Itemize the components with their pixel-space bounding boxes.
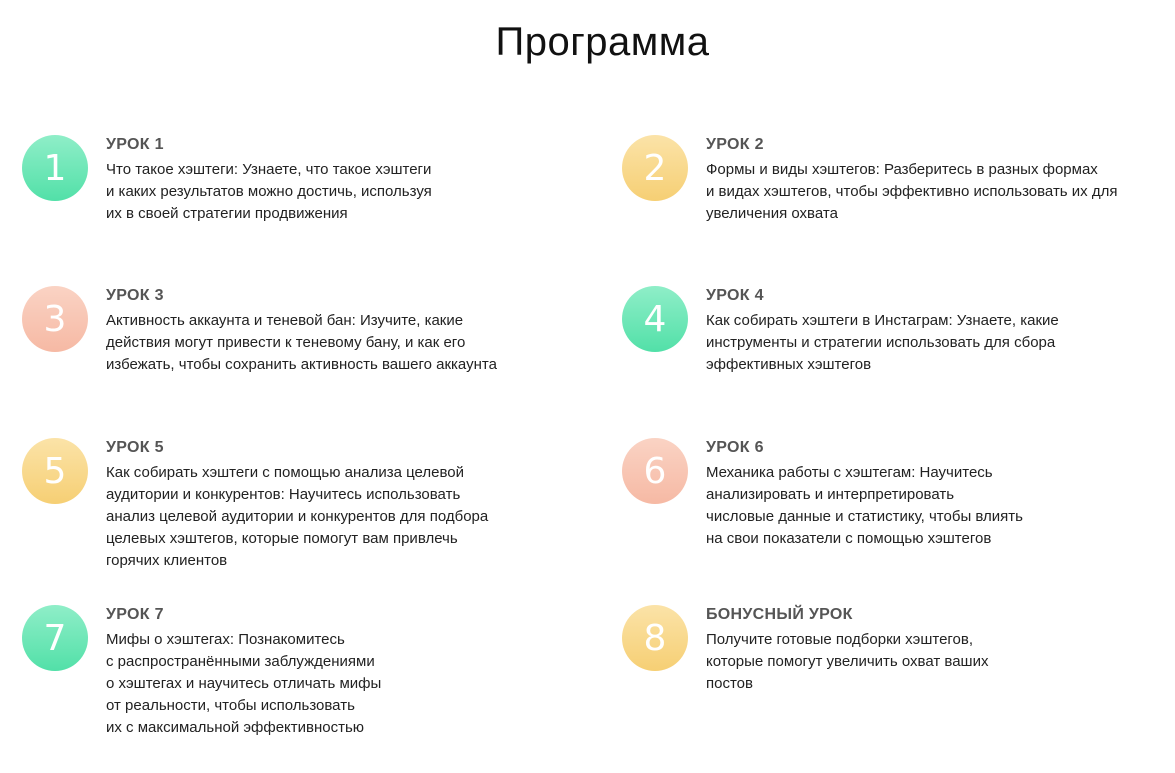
lesson-description: Активность аккаунта и теневой бан: Изучите, какие действия могут привести к теневому бану, и как его избежать, чтобы сохранить активность вашего аккаунта (106, 312, 497, 373)
lesson-title: УРОК 6 (706, 439, 764, 456)
lesson-number-badge: 1 (22, 135, 88, 201)
lesson-number-badge: 5 (22, 438, 88, 504)
lesson-title: УРОК 5 (106, 439, 164, 456)
lesson-description: Что такое хэштеги: Узнаете, что такое хэштеги и каких результатов можно достичь, используя их в своей стратегии продвижения (106, 161, 432, 222)
lesson-title: УРОК 4 (706, 287, 764, 304)
lesson-description: Как собирать хэштеги с помощью анализа целевой аудитории и конкурентов: Научитесь использовать анализ целевой аудитории и конкурентов для подбора целевых хэштегов, которые помогут вам привлечь горячих клиентов (106, 464, 489, 569)
lesson-title: УРОК 1 (106, 136, 164, 153)
lesson-number-badge: 7 (22, 605, 88, 671)
lesson-number-badge: 2 (622, 135, 688, 201)
lesson-number-badge: 8 (622, 605, 688, 671)
lesson-number-badge: 4 (622, 286, 688, 352)
lesson-description: Как собирать хэштеги в Инстаграм: Узнаете, какие инструменты и стратегии использовать для сбора эффективных хэштегов (706, 312, 1059, 373)
lesson-description: Формы и виды хэштегов: Разберитесь в разных формах и видах хэштегов, чтобы эффективно использовать их для увеличения охвата (706, 161, 1118, 222)
lesson-number-badge: 3 (22, 286, 88, 352)
lesson-title: УРОК 3 (106, 287, 164, 304)
page-title: Программа (495, 20, 710, 64)
lesson-title: УРОК 7 (106, 606, 164, 623)
lesson-title: БОНУСНЫЙ УРОК (706, 606, 853, 623)
lesson-description: Получите готовые подборки хэштегов, которые помогут увеличить охват ваших постов (706, 631, 989, 692)
lesson-description: Механика работы с хэштегам: Научитесь анализировать и интерпретировать числовые данные и статистику, чтобы влиять на свои показатели с помощью хэштегов (706, 464, 1023, 547)
lesson-description: Мифы о хэштегах: Познакомитесь с распространёнными заблуждениями о хэштегах и научитесь отличать мифы от реальности, чтобы использовать их с максимальной эффективностью (106, 631, 382, 736)
lesson-title: УРОК 2 (706, 136, 764, 153)
lesson-number-badge: 6 (622, 438, 688, 504)
